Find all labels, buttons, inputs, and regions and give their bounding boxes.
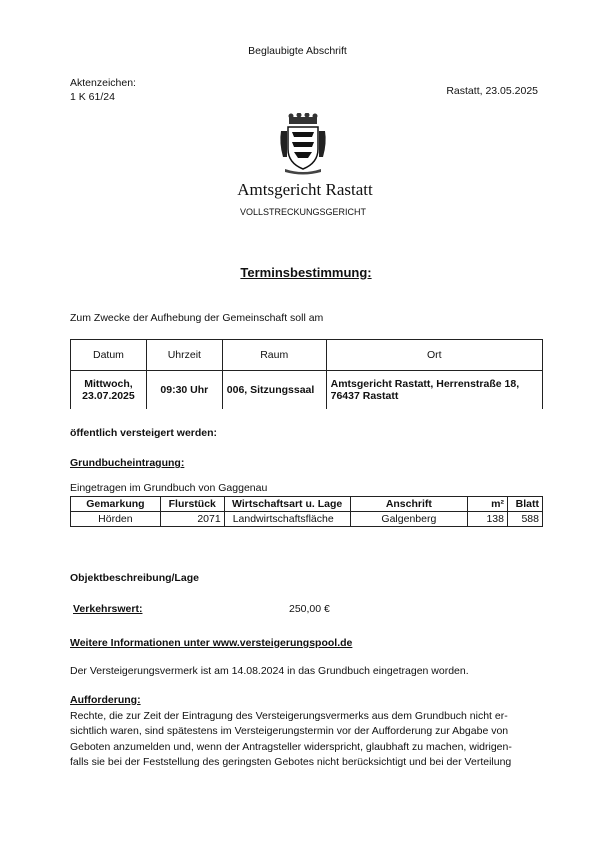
cell-wirtschaftsart: Landwirtschaftsfläche bbox=[224, 512, 350, 527]
ort-line2: 76437 Rastatt bbox=[330, 390, 399, 402]
court-division: VOLLSTRECKUNGSGERICHT bbox=[239, 207, 367, 217]
aufforderung-line: Geboten anzumelden und, wenn der Antragsteller widerspricht, glaubhaft zu machen, widrigen- bbox=[70, 740, 512, 753]
datum-date: 23.07.2025 bbox=[82, 390, 135, 402]
grundbuch-intro: Eingetragen im Grundbuch von Gaggenau bbox=[70, 482, 268, 494]
certified-copy-label: Beglaubigte Abschrift bbox=[248, 45, 347, 57]
termin-table bbox=[70, 339, 543, 409]
grundbuch-heading: Grundbucheintragung: bbox=[70, 457, 185, 469]
aktenzeichen-label: Aktenzeichen: bbox=[70, 77, 136, 89]
header-uhrzeit: Uhrzeit bbox=[146, 340, 222, 371]
aufforderung-line: Rechte, die zur Zeit der Eintragung des Versteigerungsvermerks aus dem Grundbuch nicht er- bbox=[70, 710, 508, 722]
aufforderung-line: falls sie bei der Feststellung des geringsten Gebotes nicht berücksichtigt und bei der Verteilung bbox=[70, 755, 512, 768]
objekt-heading: Objektbeschreibung/Lage bbox=[70, 572, 199, 584]
coat-of-arms-icon bbox=[279, 113, 327, 175]
table-row bbox=[71, 512, 543, 527]
header-m2: m² bbox=[468, 497, 508, 512]
court-name: Amtsgericht Rastatt bbox=[237, 180, 373, 199]
cell-ort bbox=[326, 371, 542, 410]
more-info-text: Weitere Informationen unter www.versteigerungspool.de bbox=[70, 637, 353, 649]
cell-m2: 138 bbox=[468, 512, 508, 527]
header-ort: Ort bbox=[326, 340, 542, 371]
cell-anschrift: Galgenberg bbox=[350, 512, 468, 527]
aufforderung-heading: Aufforderung: bbox=[70, 694, 141, 706]
datum-weekday: Mittwoch, bbox=[84, 378, 133, 390]
aktenzeichen-value: 1 K 61/24 bbox=[70, 91, 115, 103]
table-header-row bbox=[71, 340, 543, 371]
header-raum: Raum bbox=[222, 340, 326, 371]
header-gemarkung: Gemarkung bbox=[71, 497, 161, 512]
intro-text: Zum Zwecke der Aufhebung der Gemeinschaft soll am bbox=[70, 312, 324, 324]
header-flurstueck: Flurstück bbox=[160, 497, 224, 512]
cell-flurstueck: 2071 bbox=[160, 512, 224, 527]
aufforderung-line: sichtlich waren, sind spätestens im Versteigerungstermin vor der Aufforderung zur Abgabe von bbox=[70, 725, 509, 738]
header-wirtschaftsart: Wirtschaftsart u. Lage bbox=[224, 497, 350, 512]
cell-gemarkung: Hörden bbox=[71, 512, 161, 527]
cell-datum bbox=[71, 371, 147, 410]
verkehrswert-label: Verkehrswert: bbox=[73, 603, 143, 615]
grundbuch-table bbox=[70, 496, 543, 527]
verkehrswert-value: 250,00 € bbox=[289, 603, 330, 615]
table-header-row bbox=[71, 497, 543, 512]
aufforderung-text bbox=[70, 709, 540, 770]
header-anschrift: Anschrift bbox=[350, 497, 468, 512]
header-datum: Datum bbox=[71, 340, 147, 371]
page-title: Terminsbestimmung: bbox=[240, 265, 372, 280]
ort-line1: Amtsgericht Rastatt, Herrenstraße 18, bbox=[330, 378, 520, 390]
cell-blatt: 588 bbox=[507, 512, 542, 527]
versteigert-text: öffentlich versteigert werden: bbox=[70, 427, 218, 439]
cell-raum: 006, Sitzungssaal bbox=[222, 371, 326, 410]
vermerk-text: Der Versteigerungsvermerk ist am 14.08.2024 in das Grundbuch eingetragen worden. bbox=[70, 665, 469, 677]
place-date: Rastatt, 23.05.2025 bbox=[446, 85, 538, 97]
header-blatt: Blatt bbox=[507, 497, 542, 512]
cell-uhrzeit: 09:30 Uhr bbox=[146, 371, 222, 410]
table-row bbox=[71, 371, 543, 410]
